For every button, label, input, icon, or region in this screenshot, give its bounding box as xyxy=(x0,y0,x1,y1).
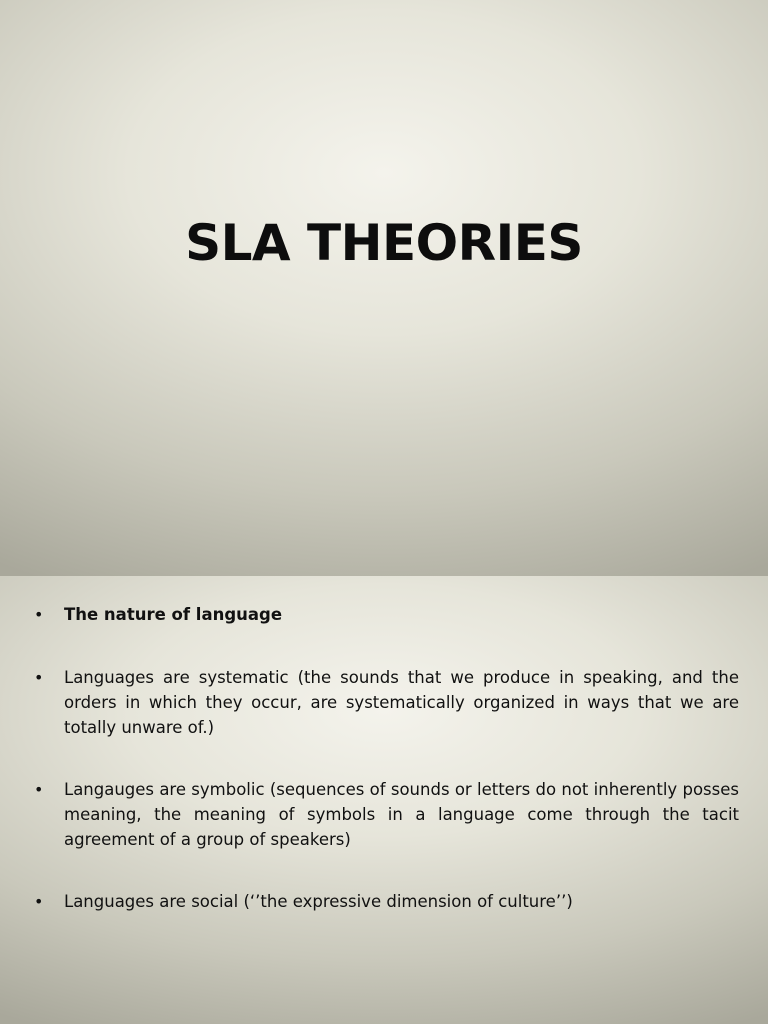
bullet-item xyxy=(34,602,739,627)
bullet-icon: • xyxy=(34,892,44,911)
bullet-icon: • xyxy=(34,668,44,687)
bullet-list xyxy=(34,602,739,951)
bullet-text: Languages are systematic (the sounds that we produce in speaking, and the orders in which they occur, are systematically organized in ways that we are totally unware of.) xyxy=(64,668,739,737)
bullet-text: Langauges are symbolic (sequences of sounds or letters do not inherently posses meaning, the meaning of symbols in a language come through the tacit agreement of a group of speakers) xyxy=(64,780,739,849)
bullet-heading-text: The nature of language xyxy=(64,605,283,624)
slide-title: SLA THEORIES xyxy=(185,214,583,272)
bullet-text: Languages are social (‘’the expressive dimension of culture’’) xyxy=(64,892,573,911)
bullet-item xyxy=(34,777,739,852)
bullet-item xyxy=(34,889,739,914)
bullet-icon: • xyxy=(34,605,44,624)
content-slide xyxy=(0,576,768,1024)
bullet-item xyxy=(34,665,739,740)
bullet-icon: • xyxy=(34,780,44,799)
